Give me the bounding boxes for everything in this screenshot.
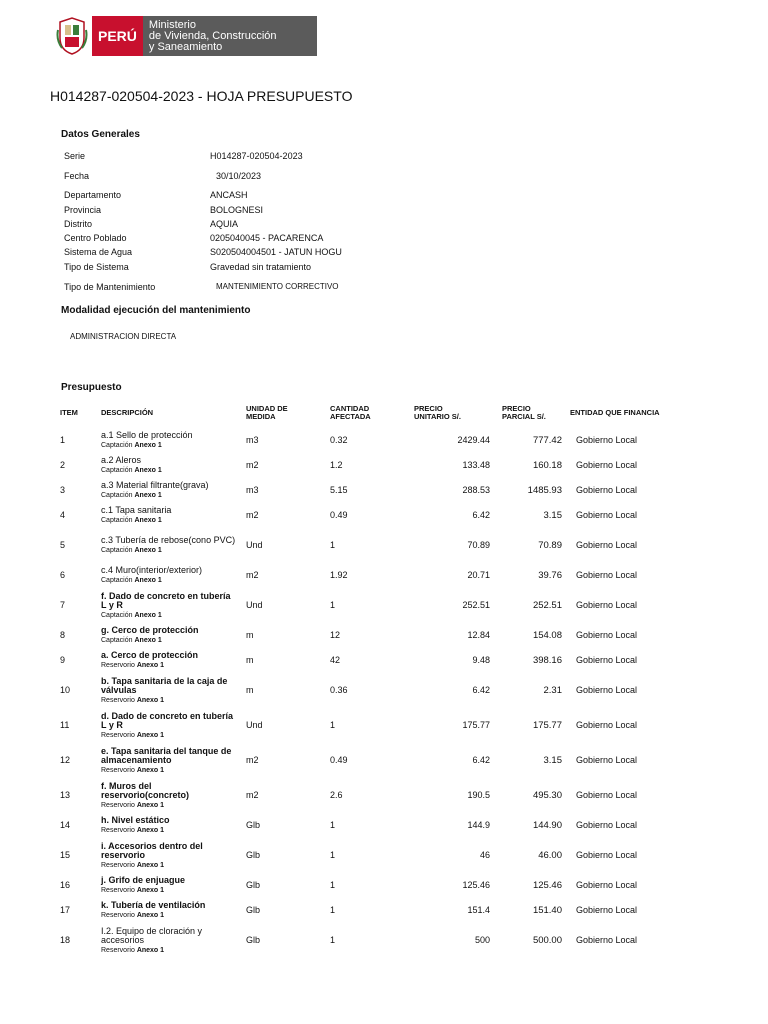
cell-cantidad: 1.2: [330, 460, 343, 470]
cell-cantidad: 2.6: [330, 790, 343, 800]
group-name: Captación: [101, 442, 133, 449]
table-row: [56, 428, 696, 453]
table-row: [56, 528, 696, 563]
annex-label: Anexo 1: [136, 696, 165, 704]
column-header-descripcion: DESCRIPCIÓN: [101, 408, 154, 417]
cell-unidad: m2: [246, 460, 259, 470]
item-description: a. Cerco de protección: [101, 650, 199, 660]
cell-unidad: m: [246, 630, 254, 640]
table-row: [56, 923, 696, 958]
cell-descripcion: [97, 478, 242, 503]
cell-descripcion: [97, 873, 242, 898]
annex-label: Anexo 1: [136, 801, 165, 809]
cell-unidad: Und: [246, 540, 263, 550]
cell-precio-parcial: 151.40: [532, 905, 562, 916]
cell-entidad: Gobierno Local: [576, 755, 638, 765]
cell-precio-parcial: 70.89: [538, 540, 562, 551]
cell-precio-unitario: 46: [479, 850, 490, 860]
cell-item: 2: [60, 460, 66, 470]
field-label: Provincia: [64, 205, 102, 215]
cell-precio-parcial: 398.16: [532, 655, 562, 666]
cell-item: 12: [60, 755, 71, 765]
cell-item: 14: [60, 820, 71, 830]
cell-cantidad: 42: [330, 655, 341, 665]
table-row: [56, 838, 696, 873]
field-label: Tipo de Mantenimiento: [64, 282, 156, 292]
cell-unidad: m3: [246, 485, 259, 495]
annex-label: Anexo 1: [136, 662, 165, 669]
group-name: Reservorio: [101, 731, 135, 739]
field-label: Distrito: [64, 219, 93, 229]
cell-descripcion: [97, 813, 242, 838]
item-group: [101, 911, 238, 920]
item-group: [101, 946, 238, 955]
item-group: [101, 886, 238, 895]
item-group: [101, 611, 238, 620]
cell-precio-parcial: 160.18: [532, 460, 562, 471]
cell-precio-unitario: 20.71: [467, 570, 490, 580]
ministry-line-1: Ministerio: [148, 19, 196, 31]
cell-cantidad: 0.36: [330, 685, 348, 695]
cell-precio-parcial: 144.90: [532, 820, 562, 831]
modalidad-value: ADMINISTRACION DIRECTA: [70, 332, 177, 341]
cell-cantidad: 1: [330, 820, 336, 830]
field-label: Departamento: [64, 190, 122, 200]
group-name: Captación: [101, 467, 133, 474]
field-value: AQUIA: [210, 219, 239, 229]
cell-precio-unitario: 6.42: [472, 510, 490, 520]
column-header-cantidad: CANTIDAD AFECTADA: [330, 404, 371, 421]
cell-cantidad: 1: [330, 935, 336, 945]
cell-cantidad: 0.49: [330, 755, 348, 765]
cell-precio-parcial: 1485.93: [527, 485, 562, 496]
group-name: Reservorio: [101, 827, 135, 834]
cell-item: 11: [60, 720, 70, 730]
group-name: Reservorio: [101, 696, 135, 704]
cell-precio-parcial: 46.00: [538, 850, 562, 861]
item-description: d. Dado de concreto en tubería L y R: [101, 710, 234, 730]
field-value: 30/10/2023: [216, 171, 262, 181]
field-label: Sistema de Agua: [64, 247, 133, 257]
cell-entidad: Gobierno Local: [576, 655, 638, 665]
annex-label: Anexo 1: [136, 887, 165, 894]
cell-precio-parcial: 154.08: [532, 630, 562, 641]
field-label: Tipo de Sistema: [64, 262, 129, 272]
field-value: ANCASH: [210, 190, 248, 200]
cell-unidad: m: [246, 685, 254, 695]
field-value: BOLOGNESI: [210, 205, 264, 215]
group-name: Captación: [101, 611, 133, 619]
field-value: Gravedad sin tratamiento: [210, 262, 312, 272]
group-name: Captación: [101, 577, 133, 584]
cell-precio-unitario: 252.51: [462, 600, 490, 610]
cell-descripcion: [97, 673, 242, 708]
cell-precio-unitario: 70.89: [467, 540, 490, 550]
cell-item: 18: [60, 935, 71, 945]
cell-unidad: Und: [246, 720, 263, 730]
cell-item: 7: [60, 600, 66, 610]
cell-precio-unitario: 12.84: [467, 630, 490, 640]
cell-item: 1: [60, 435, 66, 445]
item-description: I.2. Equipo de cloración y accesorios: [101, 925, 203, 945]
item-description: c.1 Tapa sanitaria: [101, 505, 172, 515]
cell-descripcion: [97, 708, 242, 743]
cell-precio-unitario: 9.48: [472, 655, 490, 665]
cell-cantidad: 0.49: [330, 510, 348, 520]
cell-precio-parcial: 3.15: [543, 755, 562, 766]
group-name: Captación: [101, 547, 133, 554]
cell-precio-parcial: 2.31: [543, 685, 562, 696]
ministry-line-2: de Vivienda, Construcción: [148, 30, 277, 42]
coat-of-arms-icon: [56, 16, 88, 56]
country-label: PERÚ: [92, 16, 143, 56]
item-description: e. Tapa sanitaria del tanque de almacenamiento: [101, 745, 232, 765]
item-description: b. Tapa sanitaria de la caja de válvulas: [101, 675, 228, 695]
cell-cantidad: 1: [330, 600, 336, 610]
cell-item: 9: [60, 655, 66, 665]
budget-table: [56, 398, 696, 958]
table-row: [56, 673, 696, 708]
table-row: [56, 708, 696, 743]
cell-precio-parcial: 252.51: [532, 600, 562, 611]
group-name: Captación: [101, 517, 133, 524]
annex-label: Anexo 1: [134, 547, 162, 554]
field-value: H014287-020504-2023: [210, 151, 303, 161]
cell-unidad: Glb: [246, 880, 261, 890]
item-description: c.3 Tubería de rebose(cono PVC): [101, 535, 236, 545]
table-row: [56, 813, 696, 838]
cell-item: 8: [60, 630, 66, 640]
cell-unidad: Und: [246, 600, 263, 610]
cell-unidad: m: [246, 655, 254, 665]
cell-precio-parcial: 125.46: [532, 880, 562, 891]
cell-descripcion: [97, 453, 242, 478]
cell-entidad: Gobierno Local: [576, 850, 638, 860]
cell-unidad: m3: [246, 435, 259, 445]
group-name: Reservorio: [101, 912, 135, 919]
annex-label: Anexo 1: [136, 827, 165, 834]
cell-entidad: Gobierno Local: [576, 720, 638, 730]
cell-unidad: m2: [246, 510, 259, 520]
column-header-precio-unitario: PRECIO UNITARIO S/.: [414, 404, 461, 421]
cell-descripcion: [97, 563, 242, 588]
ministry-line-3: y Saneamiento: [148, 41, 223, 53]
table-row: [56, 778, 696, 813]
cell-entidad: Gobierno Local: [576, 685, 638, 695]
cell-descripcion: [97, 778, 242, 813]
item-group: [101, 516, 238, 525]
item-description: k. Tubería de ventilación: [101, 900, 206, 910]
group-name: Reservorio: [101, 662, 135, 669]
cell-precio-unitario: 2429.44: [457, 435, 490, 445]
cell-unidad: m2: [246, 755, 259, 765]
cell-entidad: Gobierno Local: [576, 485, 638, 495]
table-row: [56, 563, 696, 588]
cell-entidad: Gobierno Local: [576, 935, 638, 945]
cell-cantidad: 1: [330, 720, 336, 730]
cell-precio-unitario: 144.9: [467, 820, 490, 830]
field-label: Fecha: [64, 171, 90, 181]
annex-label: Anexo 1: [136, 766, 165, 774]
cell-entidad: Gobierno Local: [576, 540, 638, 550]
field-label: Centro Poblado: [64, 233, 127, 243]
cell-item: 13: [60, 790, 71, 800]
presupuesto-heading: Presupuesto: [61, 382, 122, 393]
cell-precio-parcial: 777.42: [532, 435, 562, 446]
cell-precio-unitario: 190.5: [467, 790, 490, 800]
item-description: f. Muros del reservorio(concreto): [101, 780, 190, 800]
cell-cantidad: 1: [330, 540, 336, 550]
table-row: [56, 873, 696, 898]
item-description: j. Grifo de enjuague: [101, 875, 186, 885]
cell-descripcion: [97, 503, 242, 528]
table-row: [56, 588, 696, 623]
group-name: Captación: [101, 637, 133, 644]
item-group: [101, 441, 238, 450]
column-header-item: ITEM: [60, 408, 78, 417]
cell-entidad: Gobierno Local: [576, 820, 638, 830]
cell-precio-unitario: 500: [474, 935, 490, 945]
cell-precio-unitario: 125.46: [462, 880, 490, 890]
cell-item: 15: [60, 850, 71, 860]
item-description: c.4 Muro(interior/exterior): [101, 565, 203, 575]
cell-unidad: Glb: [246, 905, 261, 915]
cell-item: 10: [60, 685, 71, 695]
item-group: [101, 546, 238, 555]
annex-label: Anexo 1: [136, 946, 165, 954]
annex-label: Anexo 1: [134, 577, 162, 584]
column-header-entidad: ENTIDAD QUE FINANCIA: [570, 408, 660, 417]
datos-generales-heading: Datos Generales: [61, 129, 140, 140]
group-name: Reservorio: [101, 946, 135, 954]
item-description: f. Dado de concreto en tubería L y R: [101, 590, 231, 610]
cell-precio-parcial: 39.76: [538, 570, 562, 581]
cell-entidad: Gobierno Local: [576, 630, 638, 640]
item-group: [101, 801, 238, 810]
cell-cantidad: 12: [330, 630, 341, 640]
column-header-unidad: UNIDAD DE MEDIDA: [246, 404, 288, 421]
cell-item: 16: [60, 880, 71, 890]
cell-item: 3: [60, 485, 66, 495]
cell-entidad: Gobierno Local: [576, 790, 638, 800]
group-name: Reservorio: [101, 861, 135, 869]
item-group: [101, 491, 238, 500]
cell-precio-parcial: 175.77: [532, 720, 562, 731]
table-row: [56, 743, 696, 778]
item-group: [101, 766, 238, 775]
cell-descripcion: [97, 923, 242, 958]
cell-entidad: Gobierno Local: [576, 905, 638, 915]
annex-label: Anexo 1: [134, 492, 162, 499]
table-row: [56, 478, 696, 503]
group-name: Reservorio: [101, 801, 135, 809]
item-group: [101, 861, 238, 870]
budget-header-row: [56, 398, 696, 428]
cell-precio-unitario: 288.53: [462, 485, 490, 495]
annex-label: Anexo 1: [134, 442, 162, 449]
column-header-precio-parcial: PRECIO PARCIAL S/.: [502, 404, 546, 421]
cell-precio-parcial: 500.00: [532, 935, 562, 946]
table-row: [56, 898, 696, 923]
cell-precio-unitario: 151.4: [467, 905, 490, 915]
item-group: [101, 636, 238, 645]
ministry-header: [56, 16, 317, 56]
cell-entidad: Gobierno Local: [576, 510, 638, 520]
cell-cantidad: 0.32: [330, 435, 348, 445]
cell-item: 5: [60, 540, 66, 550]
modalidad-heading: Modalidad ejecución del mantenimiento: [61, 305, 251, 316]
item-description: g. Cerco de protección: [101, 625, 199, 635]
cell-unidad: m2: [246, 790, 259, 800]
item-group: [101, 576, 238, 585]
item-description: a.2 Aleros: [101, 455, 142, 465]
cell-item: 4: [60, 510, 66, 520]
item-group: [101, 731, 238, 740]
annex-label: Anexo 1: [136, 912, 165, 919]
annex-label: Anexo 1: [134, 637, 162, 644]
item-group: [101, 466, 238, 475]
cell-item: 17: [60, 905, 71, 915]
annex-label: Anexo 1: [134, 517, 162, 524]
field-label: Serie: [64, 151, 86, 161]
item-description: a.3 Material filtrante(grava): [101, 480, 209, 490]
cell-descripcion: [97, 528, 242, 563]
cell-precio-parcial: 495.30: [532, 790, 562, 801]
cell-precio-unitario: 6.42: [472, 685, 490, 695]
cell-descripcion: [97, 898, 242, 923]
cell-entidad: Gobierno Local: [576, 570, 638, 580]
table-row: [56, 503, 696, 528]
annex-label: Anexo 1: [136, 861, 165, 869]
cell-cantidad: 5.15: [330, 485, 348, 495]
cell-unidad: Glb: [246, 935, 261, 945]
cell-precio-parcial: 3.15: [543, 510, 562, 521]
annex-label: Anexo 1: [136, 731, 165, 739]
field-value: S020504004501 - JATUN HOGU: [210, 247, 342, 257]
cell-entidad: Gobierno Local: [576, 435, 638, 445]
cell-descripcion: [97, 838, 242, 873]
ministry-name: [143, 16, 317, 56]
cell-entidad: Gobierno Local: [576, 880, 638, 890]
item-group: [101, 661, 238, 670]
cell-cantidad: 1: [330, 880, 336, 890]
cell-entidad: Gobierno Local: [576, 600, 638, 610]
field-value: 0205040045 - PACARENCA: [210, 233, 324, 243]
cell-cantidad: 1: [330, 850, 336, 860]
cell-descripcion: [97, 623, 242, 648]
cell-unidad: m2: [246, 570, 259, 580]
item-description: h. Nivel estático: [101, 815, 170, 825]
cell-cantidad: 1: [330, 905, 336, 915]
group-name: Reservorio: [101, 766, 135, 774]
item-group: [101, 696, 238, 705]
cell-precio-unitario: 133.48: [462, 460, 490, 470]
group-name: Captación: [101, 492, 133, 499]
table-row: [56, 453, 696, 478]
item-description: i. Accesorios dentro del reservorio: [101, 840, 203, 860]
budget-body: [56, 428, 696, 958]
cell-cantidad: 1.92: [330, 570, 348, 580]
cell-item: 6: [60, 570, 66, 580]
table-row: [56, 623, 696, 648]
cell-precio-unitario: 175.77: [462, 720, 490, 730]
cell-descripcion: [97, 428, 242, 453]
annex-label: Anexo 1: [134, 467, 162, 474]
cell-precio-unitario: 6.42: [472, 755, 490, 765]
cell-entidad: Gobierno Local: [576, 460, 638, 470]
cell-unidad: Glb: [246, 850, 261, 860]
document-title: H014287-020504-2023 - HOJA PRESUPUESTO: [50, 88, 353, 104]
cell-descripcion: [97, 743, 242, 778]
group-name: Reservorio: [101, 887, 135, 894]
annex-label: Anexo 1: [134, 611, 162, 619]
cell-descripcion: [97, 648, 242, 673]
item-group: [101, 826, 238, 835]
table-row: [56, 648, 696, 673]
item-description: a.1 Sello de protección: [101, 430, 193, 440]
cell-descripcion: [97, 588, 242, 623]
cell-unidad: Glb: [246, 820, 261, 830]
field-value: MANTENIMIENTO CORRECTIVO: [216, 282, 339, 291]
